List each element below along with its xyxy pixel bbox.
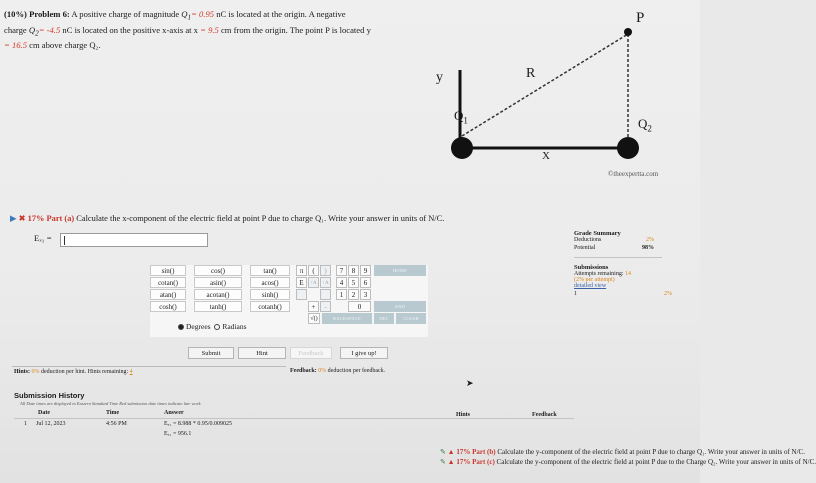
key-open-paren[interactable]: ( bbox=[308, 265, 319, 276]
label-q2-sub: 2 bbox=[647, 123, 652, 134]
key-8[interactable]: 8 bbox=[348, 265, 359, 276]
fn-tan[interactable]: tan() bbox=[250, 265, 290, 276]
q1-sub: 1 bbox=[187, 13, 192, 22]
home-button[interactable]: HOME bbox=[374, 265, 426, 276]
submit-button[interactable]: Submit bbox=[188, 347, 234, 359]
label-r: R bbox=[526, 66, 536, 81]
key-close-paren[interactable]: ) bbox=[320, 265, 331, 276]
deductions-value: 2% bbox=[646, 237, 654, 243]
other-parts bbox=[440, 448, 816, 468]
fn-atan[interactable]: atan() bbox=[150, 289, 186, 300]
key-4[interactable]: 4 bbox=[336, 277, 347, 288]
problem-text-1b: nC is located at the origin. A negative bbox=[214, 9, 346, 19]
charge-diagram bbox=[428, 10, 698, 180]
edit-icon: ✎ bbox=[440, 448, 446, 456]
key-1[interactable]: 1 bbox=[336, 289, 347, 300]
q1-symbol: Q bbox=[181, 9, 188, 19]
label-q1 bbox=[454, 108, 468, 126]
potential-value: 98% bbox=[642, 245, 654, 251]
hints-remaining: 4 bbox=[129, 369, 133, 375]
charge-q2-dot bbox=[617, 137, 639, 159]
mouse-cursor-icon: ➤ bbox=[466, 378, 474, 388]
key-minus[interactable]: - bbox=[320, 301, 331, 312]
part-c-row[interactable] bbox=[440, 458, 816, 466]
problem-text-1a: A positive charge of magnitude bbox=[71, 9, 182, 19]
part-a-weight: 17% bbox=[27, 214, 45, 223]
col-hints: Hints bbox=[456, 412, 471, 418]
key-7[interactable]: 7 bbox=[336, 265, 347, 276]
label-q2-sym: Q bbox=[638, 116, 648, 131]
fn-tanh[interactable]: tanh() bbox=[194, 301, 242, 312]
grade-summary-title: Grade Summary bbox=[574, 230, 621, 237]
warning-icon: ✖ bbox=[18, 214, 26, 223]
problem-text-2b: nC is located on the positive x-axis at x bbox=[60, 24, 198, 35]
give-up-button[interactable]: I give up! bbox=[340, 347, 388, 359]
label-q1-sub: 1 bbox=[463, 115, 468, 126]
radians-radio[interactable] bbox=[214, 324, 220, 330]
x-value: = 9.5 bbox=[197, 24, 219, 35]
problem-text-2c: cm from the origin. The point P is located y bbox=[218, 24, 371, 35]
warning-triangle-icon: ▲ bbox=[447, 458, 455, 466]
part-b-text: Calculate the y-component of the electric field at point P due to charge Q₁. Write your answer in units of N/C. bbox=[497, 448, 805, 456]
submissions-title: Submissions bbox=[574, 264, 609, 271]
point-p-marker bbox=[624, 28, 632, 36]
angle-mode bbox=[178, 322, 247, 331]
part-a-label: Part (a) bbox=[46, 214, 75, 223]
problem-title: Problem 6: bbox=[29, 9, 70, 19]
key-6[interactable]: 6 bbox=[360, 277, 371, 288]
history-divider bbox=[14, 418, 574, 419]
problem-text-3: cm above charge Q₂. bbox=[27, 40, 101, 51]
label-q2 bbox=[638, 116, 652, 134]
row-answer-2: Eₓ₁ = 956.1 bbox=[164, 431, 192, 437]
part-c-label: Part (c) bbox=[472, 458, 495, 466]
answer-label: Eₓ₁ = bbox=[34, 233, 52, 243]
potential-label: Potential bbox=[574, 245, 596, 251]
key-0[interactable]: 0 bbox=[348, 301, 371, 312]
part-c-weight: 17% bbox=[456, 458, 471, 466]
submission-history-title: Submission History bbox=[14, 391, 85, 400]
problem-text-2a: charge bbox=[4, 24, 29, 35]
expand-icon[interactable]: ▶ bbox=[10, 214, 17, 223]
fn-asin[interactable]: asin() bbox=[194, 277, 242, 288]
fn-acos[interactable]: acos() bbox=[250, 277, 290, 288]
key-up-a[interactable]: ↑A bbox=[308, 277, 319, 288]
part-a-text: Calculate the x-component of the electric field at point P due to charge Q₁. Write your answer in units of N/C. bbox=[76, 214, 445, 223]
label-y: y bbox=[436, 70, 443, 85]
row-time: 4:56 PM bbox=[106, 421, 127, 427]
copyright: ©theexpertta.com bbox=[608, 170, 659, 178]
hints-pct: 0% bbox=[31, 369, 40, 375]
key-sqrt[interactable]: √() bbox=[308, 313, 320, 324]
warning-triangle-icon: ▲ bbox=[447, 448, 455, 456]
row-date: Jul 12, 2023 bbox=[36, 421, 66, 427]
degrees-label: Degrees bbox=[186, 322, 211, 331]
hints-bar bbox=[12, 366, 286, 376]
row-num: 1 bbox=[24, 421, 27, 427]
r-dashed-line bbox=[462, 34, 628, 136]
key-pi[interactable]: π bbox=[296, 265, 307, 276]
part-b-label: Part (b) bbox=[472, 448, 496, 456]
grade-summary bbox=[574, 230, 694, 299]
submission-history-note: All Date times are displayed in Eastern Standard Time Red submission date times indicate late work. bbox=[20, 401, 202, 406]
summary-row-pct: 2% bbox=[664, 291, 672, 297]
summary-row-num: 1 bbox=[574, 291, 577, 297]
edit-icon: ✎ bbox=[440, 458, 446, 466]
fn-acotan[interactable]: acotan() bbox=[194, 289, 242, 300]
part-a-question bbox=[10, 213, 530, 223]
key-2[interactable]: 2 bbox=[348, 289, 359, 300]
answer-input[interactable] bbox=[60, 233, 208, 247]
col-answer: Answer bbox=[164, 410, 184, 416]
label-p: P bbox=[636, 10, 645, 26]
fn-sinh[interactable]: sinh() bbox=[250, 289, 290, 300]
label-q1-sym: Q bbox=[454, 108, 464, 123]
attempts-label: Attempts remaining: bbox=[574, 271, 624, 277]
col-date: Date bbox=[38, 410, 50, 416]
degrees-radio[interactable] bbox=[178, 324, 184, 330]
clear-button[interactable]: CLEAR bbox=[396, 313, 426, 324]
detailed-view-link[interactable]: detailed view bbox=[574, 283, 607, 289]
key-e[interactable]: E bbox=[296, 277, 307, 288]
per-attempt: (2% per attempt) bbox=[574, 277, 615, 283]
fn-cotanh[interactable]: cotanh() bbox=[250, 301, 290, 312]
feedback-label: Feedback: bbox=[290, 368, 317, 374]
key-3[interactable]: 3 bbox=[360, 289, 371, 300]
problem-weight: (10%) bbox=[4, 9, 27, 19]
part-c-text: Calculate the y-component of the electric field at point P due to the Charge Q₂. Write your answer in units of N/C. bbox=[496, 458, 816, 466]
col-time: Time bbox=[106, 410, 120, 416]
hint-button[interactable]: Hint bbox=[238, 347, 286, 359]
q2-value: = -4.5 bbox=[38, 24, 61, 35]
summary-divider bbox=[574, 257, 662, 258]
key-blank-2[interactable] bbox=[320, 289, 331, 300]
del-button[interactable]: DEL bbox=[374, 313, 394, 324]
charge-q1-dot bbox=[451, 137, 473, 159]
key-5[interactable]: 5 bbox=[348, 277, 359, 288]
col-feedback: Feedback bbox=[532, 412, 557, 418]
fn-cotan[interactable]: cotan() bbox=[150, 277, 186, 288]
hints-label: Hints: bbox=[14, 369, 31, 375]
y-value: = 16.5 bbox=[4, 40, 27, 51]
problem-statement bbox=[4, 8, 434, 51]
part-b-row[interactable] bbox=[440, 448, 805, 456]
key-up-a2[interactable]: ↑A bbox=[320, 277, 331, 288]
key-9[interactable]: 9 bbox=[360, 265, 371, 276]
caret bbox=[64, 236, 65, 245]
feedback-text: deduction per feedback. bbox=[327, 368, 386, 374]
fn-cosh[interactable]: cosh() bbox=[150, 301, 186, 312]
q2-sub: 2 bbox=[35, 29, 39, 38]
part-b-weight: 17% bbox=[456, 448, 471, 456]
q1-value: = 0.95 bbox=[191, 9, 215, 19]
attempts-value: 14 bbox=[625, 271, 631, 277]
key-plus[interactable]: + bbox=[308, 301, 319, 312]
row-answer-1: Eₓ₁ = 8.988 * 0.95/0.009025 bbox=[164, 421, 233, 427]
feedback-pct: 0% bbox=[318, 368, 327, 374]
feedback-button[interactable]: Feedback bbox=[290, 347, 332, 359]
key-blank-1[interactable] bbox=[296, 289, 307, 300]
q2-symbol: Q bbox=[28, 24, 36, 35]
radians-label: Radians bbox=[222, 322, 247, 331]
fn-cos[interactable]: cos() bbox=[194, 265, 242, 276]
diagram-svg bbox=[428, 10, 698, 180]
label-x: X bbox=[542, 150, 550, 162]
deductions-label: Deductions bbox=[574, 237, 602, 243]
feedback-bar bbox=[290, 366, 385, 376]
hints-text: deduction per hint. Hints remaining: bbox=[41, 369, 129, 375]
fn-sin[interactable]: sin() bbox=[150, 265, 186, 276]
end-button[interactable]: END bbox=[374, 301, 426, 312]
backspace-button[interactable]: BACKSPACE bbox=[322, 313, 372, 324]
